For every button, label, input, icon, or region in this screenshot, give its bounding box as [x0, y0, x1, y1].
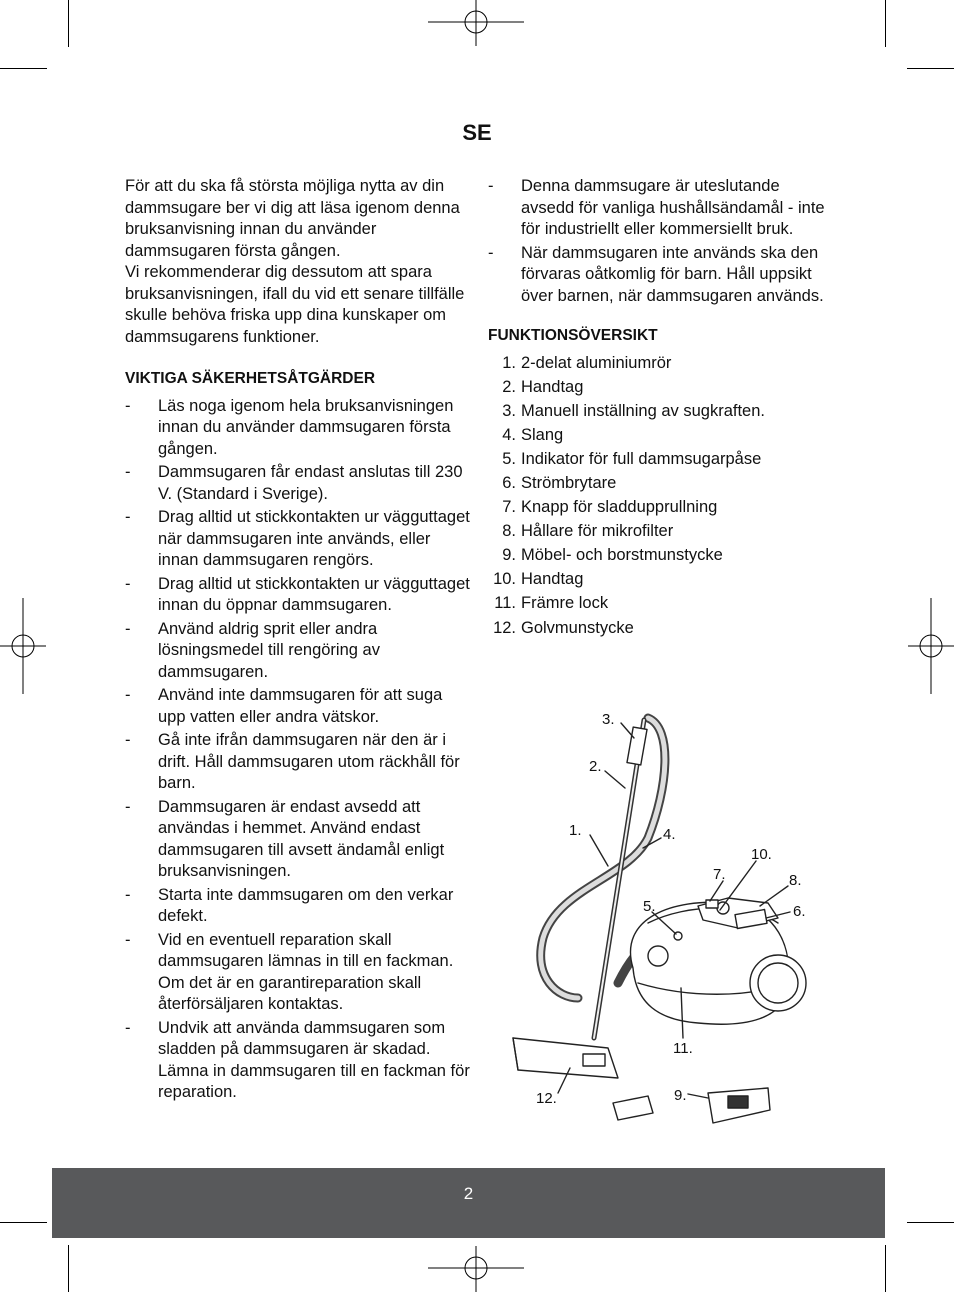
list-item: 4. Slang: [502, 425, 564, 444]
crop-mark: [0, 1222, 47, 1223]
registration-mark-bottom: [428, 1246, 524, 1292]
figure-label: 4.: [663, 826, 676, 843]
overview-list: [488, 353, 833, 640]
left-column: [125, 176, 470, 1106]
list-item: - När dammsugaren inte används ska den förvaras oåtkomlig för barn. Håll uppsikt över barnen, när dammsugaren används.: [488, 243, 824, 305]
list-item: 9. Möbel- och borstmunstycke: [502, 546, 723, 565]
intro-text: För att du ska få största möjliga nytta av din dammsugare ber vi dig att läsa igenom denna bruksanvisning innan du använder dammsugaren första gången. Vi rekommenderar dig dessutom att spara bruksanvisningen, ifall du vid ett senare tillfälle skulle behöva friska upp dina kunskaper om dammsugarens funktioner.: [125, 177, 465, 346]
crop-mark: [885, 1245, 886, 1292]
figure-label: 1.: [569, 822, 582, 839]
list-item: 10. Handtag: [493, 570, 584, 589]
page-title: SE: [462, 120, 492, 145]
list-item: - Drag alltid ut stickkontakten ur vägguttaget innan du öppnar dammsugaren.: [125, 574, 470, 614]
safety-list: [125, 396, 470, 1104]
crop-mark: [68, 1245, 69, 1292]
list-item: - Dammsugaren får endast anslutas till 230 V. (Standard i Sverige).: [125, 463, 463, 503]
footer-bar: [52, 1168, 885, 1238]
figure-label: 5.: [643, 898, 656, 915]
registration-mark-top: [428, 0, 524, 48]
figure-label: 6.: [793, 903, 806, 920]
list-item: 2. Handtag: [502, 377, 584, 396]
crop-mark: [0, 68, 47, 69]
list-item: 11. Främre lock: [494, 594, 609, 613]
list-item: - Vid en eventuell reparation skall dammsugaren lämnas in till en fackman. Om det är en garantireparation skall återförsäljaren kontaktas.: [125, 930, 454, 1013]
right-column: [488, 176, 833, 642]
figure-label: 10.: [751, 846, 772, 863]
figure-label: 7.: [713, 866, 726, 883]
figure-label: 11.: [673, 1040, 693, 1057]
list-item: - Drag alltid ut stickkontakten ur vägguttaget när dammsugaren inte används, eller innan dammsugaren rengörs.: [125, 508, 470, 569]
list-item: - Använd aldrig sprit eller andra lösningsmedel till rengöring av dammsugaren.: [125, 619, 380, 681]
figure-label: 3.: [602, 711, 615, 728]
list-item: - Använd inte dammsugaren för att suga upp vatten eller andra vätskor.: [125, 686, 443, 726]
list-item: 3. Manuell inställning av sugkraften.: [502, 401, 765, 420]
list-item: - Undvik att använda dammsugaren som sladden på dammsugaren är skadad. Lämna in dammsugaren till en fackman för reparation.: [125, 1018, 470, 1101]
registration-mark-left: [0, 598, 46, 694]
figure-label: 12.: [536, 1090, 557, 1107]
registration-mark-right: [908, 598, 954, 694]
list-item: 7. Knapp för sladdupprullning: [502, 498, 718, 517]
safety-heading: VIKTIGA SÄKERHETSÅTGÄRDER: [125, 370, 376, 387]
crop-mark: [907, 68, 954, 69]
list-item: 1. 2-delat aluminiumrör: [502, 353, 672, 372]
overview-heading: FUNKTIONSÖVERSIKT: [488, 327, 658, 344]
list-item: - Läs noga igenom hela bruksanvisningen innan du använder dammsugaren första gången.: [125, 396, 454, 458]
page-number: 2: [463, 1184, 474, 1203]
list-item: 8. Hållare för mikrofilter: [502, 522, 674, 541]
figure-label: 8.: [789, 872, 802, 889]
crop-mark: [885, 0, 886, 47]
figure-label: 2.: [589, 758, 602, 775]
crop-mark: [907, 1222, 954, 1223]
list-item: 12. Golvmunstycke: [493, 618, 634, 637]
list-item: - Gå inte ifrån dammsugaren när den är i drift. Håll dammsugaren utom räckhåll för barn.: [125, 731, 460, 792]
list-item: 5. Indikator för full dammsugarpåse: [502, 449, 762, 468]
list-item: 6. Strömbrytare: [502, 473, 617, 492]
crop-mark: [68, 0, 69, 47]
figure-label: 9.: [674, 1087, 687, 1104]
safety-list-continued: [488, 176, 833, 307]
list-item: - Starta inte dammsugaren om den verkar defekt.: [125, 885, 454, 925]
vacuum-cleaner-diagram: [498, 698, 818, 1138]
list-item: - Denna dammsugare är uteslutande avsedd för vanliga hushållsändamål - inte för industriellt eller kommersiellt bruk.: [488, 177, 825, 238]
list-item: - Dammsugaren är endast avsedd att användas i hemmet. Använd endast dammsugaren till avsett ändamål enligt bruksanvisningen.: [125, 797, 445, 880]
